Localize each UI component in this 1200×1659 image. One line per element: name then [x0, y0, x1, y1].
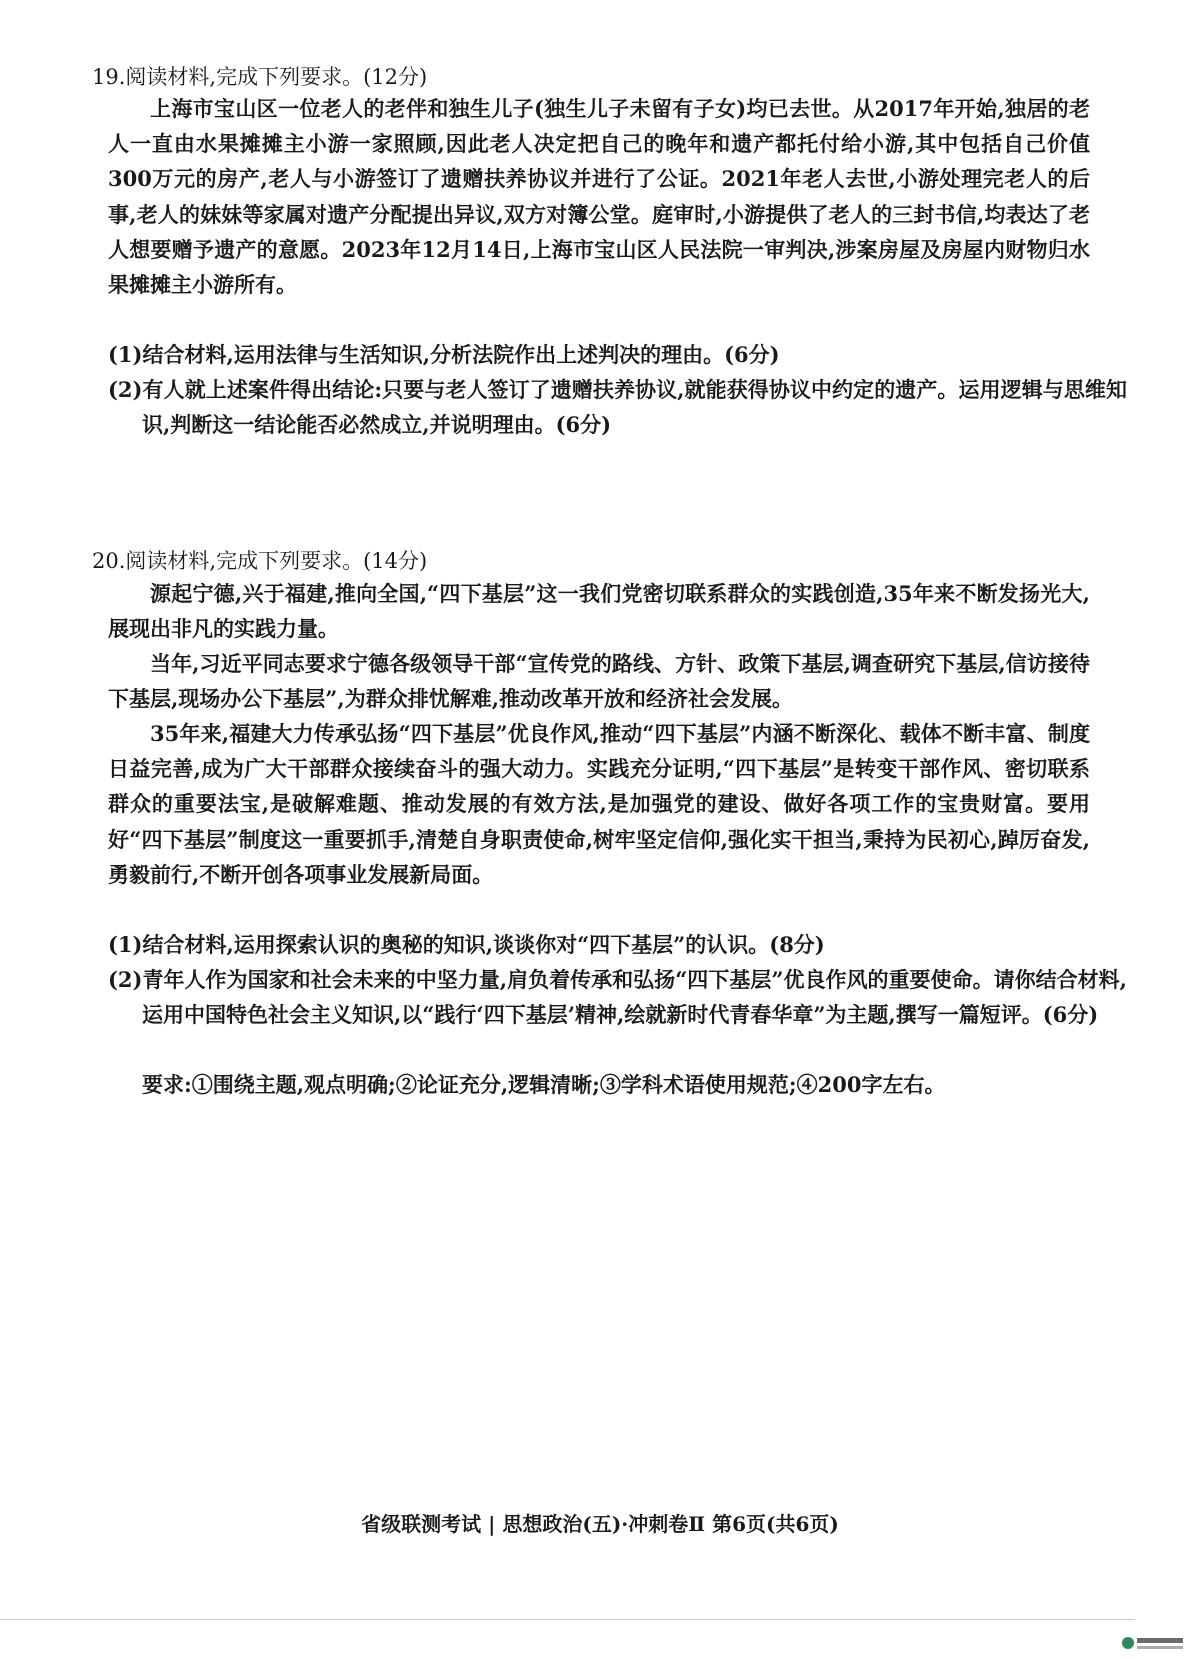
scanner-watermark-icon [1122, 1635, 1186, 1655]
page-footer: 省级联测考试 | 思想政治(五)·冲刺卷Ⅱ 第6页(共6页) [361, 1512, 839, 1536]
question-19-header: 19.阅读材料,完成下列要求。(12分) [92, 65, 428, 89]
question-20-sub1: (1)结合材料,运用探索认识的奥秘的知识,谈谈你对“四下基层”的认识。(8分) [108, 932, 825, 957]
scanner-logo-icon [1122, 1637, 1134, 1649]
question-20-sub2: (2)青年人作为国家和社会未来的中坚力量,肩负着传承和弘扬“四下基层”优良作风的重要使命。请你结合材料,运用中国特色社会主义知识,以“践行‘四下基层’精神,绘就新时代青春华章”为主题,撰写一篇短评。(6分) [108, 967, 1127, 1028]
question-19-sub1: (1)结合材料,运用法律与生活知识,分析法院作出上述判决的理由。(6分) [108, 342, 780, 367]
question-19-material: 上海市宝山区一位老人的老伴和独生儿子(独生儿子未留有子女)均已去世。从2017年开始,独居的老人一直由水果摊摊主小游一家照顾,因此老人决定把自己的晚年和遗产都托付给小游,其中包括自己价值300万元的房产,老人与小游签订了遗赠扶养协议并进行了公证。2021年老人去世,小游处理完老人的后事,老人的妹妹等家属对遗产分配提出异议,双方对簿公堂。庭审时,小游提供了老人的三封书信,均表达了老人想要赠予遗产的意愿。2023年12月14日,上海市宝山区人民法院一审判决,涉案房屋及房屋内财物归水果摊摊主小游所有。 [108, 96, 1090, 298]
question-20-paragraph-1: 源起宁德,兴于福建,推向全国,“四下基层”这一我们党密切联系群众的实践创造,35年来不断发扬光大,展现出非凡的实践力量。 [108, 581, 1090, 642]
bottom-divider [0, 1619, 1135, 1620]
question-20-requirements: 要求:①围绕主题,观点明确;②论证充分,逻辑清晰;③学科术语使用规范;④200字左右。 [142, 1072, 946, 1097]
question-20-header: 20.阅读材料,完成下列要求。(14分) [92, 549, 428, 573]
question-19-sub2: (2)有人就上述案件得出结论:只要与老人签订了遗赠扶养协议,就能获得协议中约定的遗产。运用逻辑与思维知识,判断这一结论能否必然成立,并说明理由。(6分) [108, 377, 1127, 438]
question-20-paragraph-3: 35年来,福建大力传承弘扬“四下基层”优良作风,推动“四下基层”内涵不断深化、载体不断丰富、制度日益完善,成为广大干部群众接续奋斗的强大动力。实践充分证明,“四下基层”是转变干部作风、密切联系群众的重要法宝,是破解难题、推动发展的有效方法,是加强党的建设、做好各项工作的宝贵财富。要用好“四下基层”制度这一重要抓手,清楚自身职责使命,树牢坚定信仰,强化实干担当,秉持为民初心,踔厉奋发,勇毅前行,不断开创各项事业发展新局面。 [108, 721, 1090, 887]
question-20-paragraph-2: 当年,习近平同志要求宁德各级领导干部“宣传党的路线、方针、政策下基层,调查研究下基层,信访接待下基层,现场办公下基层”,为群众排忧解难,推动改革开放和经济社会发展。 [108, 651, 1090, 712]
